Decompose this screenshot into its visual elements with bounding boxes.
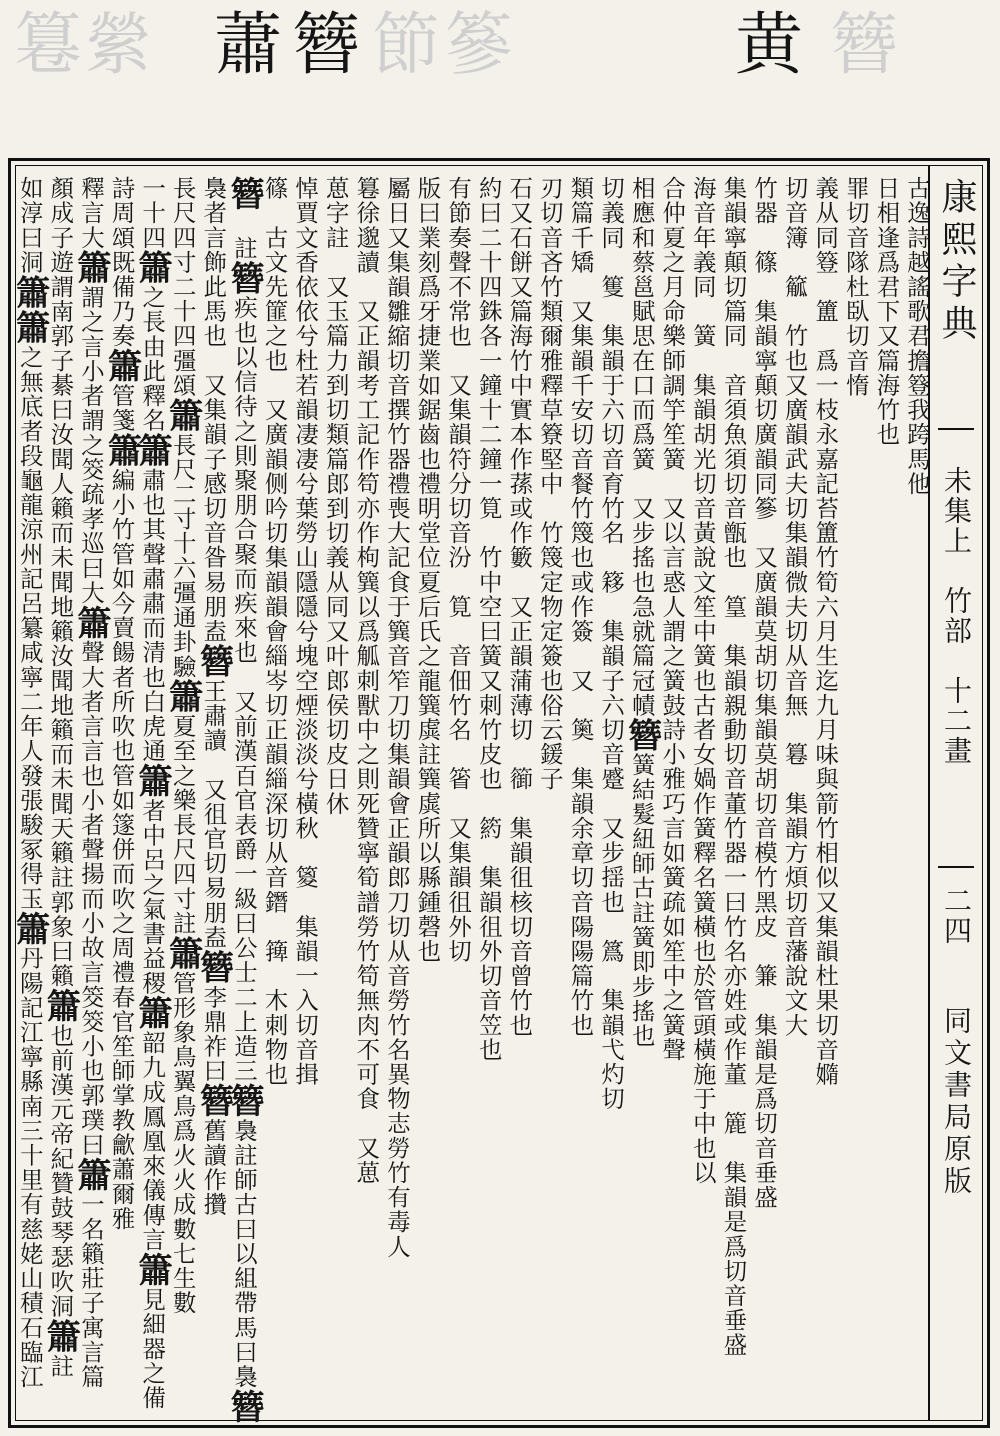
text-column: 悼賈文香依依兮杜若韻凄凄兮葉勞山隱隱兮塊空煙淡淡兮橫秋 䈦 集韻一入切音揖	[291, 176, 320, 1087]
seal-glyph-faint: 簪	[830, 6, 899, 85]
head-character: 簫	[9, 309, 50, 345]
text-column: 海音年義同 簧 集韻胡光切音黃說文笙中簧也古者女媧作簧釋名簧橫也於管頭橫施于中也以	[688, 176, 717, 1185]
head-character: 簫	[132, 763, 173, 799]
publisher: 同文書局原版	[940, 1006, 973, 1198]
head-character: 簫	[40, 1318, 81, 1354]
head-character: 簫	[162, 397, 203, 433]
head-character: 簪	[193, 949, 234, 985]
seal-glyph-faint: 篹	[14, 6, 83, 85]
text-column: 有節奏聲不常也 又集韻符分切音汾 筧 音佃竹名 箵 又集韻徂外切	[444, 176, 473, 964]
text-column: 如淳曰洞簫簫之無底者段龜龍涼州記呂纂咸寧二年人發張駿冢得玉簫丹陽記江寧縣南三十里有慈姥山積石臨江	[9, 176, 50, 1390]
text-column: 長尺四寸二十四彊頌簫長尺二寸十六彊通卦驗簫夏至之樂長尺四寸註簫管形象鳥翼鳥爲火火成數七生數	[162, 176, 203, 1316]
seal-glyph-faint: 縈	[84, 6, 153, 85]
head-character: 簪	[223, 176, 264, 212]
text-column: 相應和蔡邕賦思在口而爲簧 又步搖也急就篇冠幘簪簧結髮紐師古註簧即步搖也	[621, 176, 662, 1048]
text-column: 義从同簦 簠 爲一枝永嘉記苔簠竹筍六月生迄九月味與箭竹相似又集韻杜果切音嫷	[811, 176, 840, 1087]
text-column: 葸字註 又玉篇力到切類篇郎到切義从同又叶郎侯切皮日休	[321, 176, 350, 816]
text-column: 簪 註簪疾也以信待之則聚朋合聚而疾來也 又前漢百官表爵一級曰公士二上造三簪裊註師古曰以組帶馬曰裊簪	[223, 176, 264, 1425]
text-column: 集韻寧顛切篇同 音須魚須切音甑也 篁 集韻親動切音董竹器一曰竹名亦姓或作董 簏 集韻是爲切音垂盛	[719, 176, 748, 1358]
head-character: 簫	[162, 935, 203, 971]
head-character: 簫	[132, 432, 173, 468]
margin-divider	[938, 428, 974, 430]
dictionary-body	[9, 176, 932, 1425]
text-column: 古逸詩越謠歌君擔簦我跨馬他	[903, 176, 931, 496]
head-character: 簪	[621, 717, 662, 753]
text-column: 類篇千矯 又集韻千安切音餐竹篾也或作簽 又 䉛 集韻余章切音陽陽篇竹也	[566, 176, 595, 1038]
head-character: 簪	[193, 643, 234, 679]
head-character: 簫	[70, 604, 111, 641]
margin-divider	[938, 866, 974, 868]
head-character: 簫	[132, 249, 173, 286]
text-column: 日相逢爲君下又篇海竹也	[872, 176, 901, 447]
head-character: 簫	[40, 988, 81, 1024]
text-column: 罪切音隊杜臥切音惰	[841, 176, 870, 398]
text-column: 竹器 篠 集韻寧顛切廣韻同篸 又廣韻莫胡切集韻莫胡切音模竹黑皮 䈴 集韻是爲切音垂盛	[750, 176, 779, 1210]
text-column: 切音簿 䉉 竹也又廣韻武夫切集韻微夫切从音無 篹 集韻方煩切音藩說文大	[780, 176, 809, 1038]
book-title: 康熙字典	[936, 178, 977, 346]
head-character: 簫	[162, 678, 203, 714]
head-character: 簫	[101, 432, 142, 468]
text-column: 石又石餅又篇海竹中實本作蓀或作籔 又正韻蒲薄切 篽 集韻徂核切音曾竹也	[505, 176, 534, 1038]
head-character: 簪	[223, 1389, 264, 1425]
text-column: 釋言大簫謂之言小者謂之筊疏孝巡曰大簫聲大者言言也小者聲揚而小故言筊筊小也郭璞曰簫一名籟莊子寓言篇	[70, 176, 111, 1390]
text-column: 切義同 篗 集韻于六切音育竹名 簃 集韻子六切音蹙 又步揺也 䈧 集韻弋灼切	[597, 176, 626, 1112]
head-character: 簫	[70, 249, 111, 286]
text-column: 篠 古文先篚之也 又廣韻侧吟切集韻韻會緇岑切正韻緇深切从音鐕 篺 木刺物也	[260, 176, 289, 1087]
head-character: 簫	[132, 1251, 173, 1288]
volume-info: 未集上 竹部 十二畫	[940, 466, 973, 766]
text-column: 顏成子遊謂南郭子綦曰汝聞人籟而未聞地籟汝聞地籟而未聞天籟註郭象曰籟簫也前漢元帝紀贊鼓琴瑟吹洞簫註	[40, 176, 81, 1379]
head-character: 簪	[223, 260, 264, 296]
seal-glyph: 蕭	[214, 6, 283, 85]
head-character: 簫	[132, 995, 173, 1031]
text-column: 詩周頌既備乃奏簫管箋簫編小竹管如今賣餳者所吹也管如篴併而吹之周禮春官笙師掌教龡蕭爾雅	[101, 176, 142, 1231]
text-column: 一十四簫之長由此釋名簫肅也其聲肅肅而清也白虎通簫者中呂之氣書益稷簫韶九成鳳凰來儀傳言簫見細器之備	[132, 176, 173, 1411]
seal-glyph-faint: 篸	[445, 6, 514, 85]
head-character: 簫	[70, 1156, 111, 1193]
text-column: 屬日又集韻雛縮切音撰竹器禮喪大記食于簨音笮刀切集韻會正韻郎刀切从音勞竹名異物志勞竹有毒人	[382, 176, 411, 1259]
page-number: 二四	[940, 886, 973, 946]
seal-script-header	[0, 0, 1000, 150]
text-column: 篹徐邈讀 又正韻考工記作笱亦作枸簨以爲觚刺獸中之則死贊寧筍譜勞竹笱無肉不可食 又葸	[352, 176, 381, 1185]
page-frame	[8, 158, 990, 1428]
head-character: 簫	[101, 348, 142, 384]
right-margin	[928, 166, 982, 1420]
head-character: 簪	[223, 1083, 264, 1119]
seal-glyph-faint: 節	[372, 6, 441, 85]
text-column: 合仲夏之月命樂師調竽笙簧 又以言惑人謂之簧鼓詩小雅巧言如簧疏如笙中之簧聲	[658, 176, 687, 1062]
seal-glyph: 簪	[292, 6, 361, 85]
head-character: 簪	[193, 1083, 234, 1119]
text-column: 版曰業刻爲牙捷業如鋸齒也禮明堂位夏后氏之龍簨虡註簨虡所以縣鍾磬也	[413, 176, 442, 964]
head-character: 簫	[9, 274, 50, 310]
seal-glyph: 黄	[735, 6, 804, 85]
head-character: 簫	[9, 910, 50, 947]
text-column: 約曰二十四銖各一鐘十二鐘一筧 竹中空曰簧又刺竹皮也 箹 集韻徂外切音笠也	[474, 176, 503, 1062]
text-column: 裊者言飾此馬也 又集韻子感切音昝易朋盍簪王肅讀 又徂官切易朋盍簪李鼎祚曰簪舊讀作攢	[193, 176, 234, 1217]
text-column: 刃切音吝竹類爾雅釋草簝堅中 竹篾定物定簽也俗云鍰子	[535, 176, 564, 792]
page-frame-inner	[9, 165, 983, 1425]
